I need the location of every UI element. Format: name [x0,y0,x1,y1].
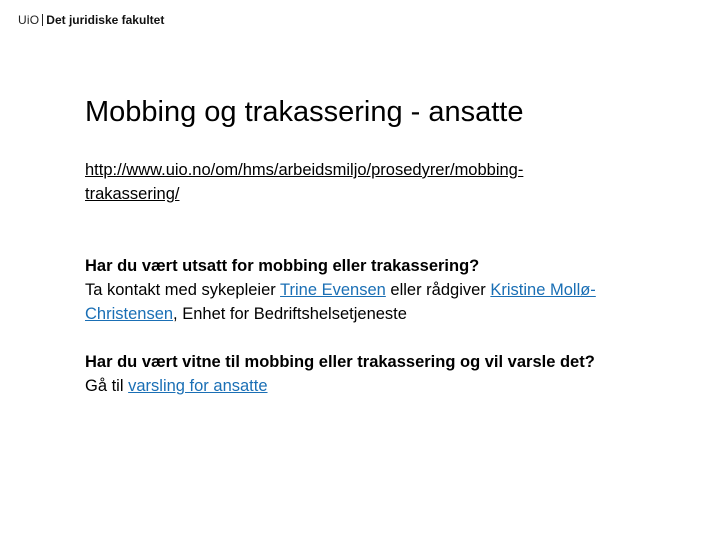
section-witness [85,350,685,398]
victim-text-middle: eller rådgiver [385,281,491,299]
section-victim [85,254,685,326]
victim-text-after: , Enhet for Bedriftshelsetjeneste [173,305,407,323]
url-paragraph [85,158,685,206]
victim-text-before: Ta kontakt med sykepleier [85,281,281,299]
contact-link-kristine-mollo-part2[interactable]: Christensen [85,305,174,323]
header [18,12,164,28]
contact-link-trine-evensen[interactable]: Trine Evensen [280,281,386,299]
logo-divider [42,14,43,26]
victim-question: Har du vært utsatt for mobbing eller trakassering? [85,257,480,275]
main-content [85,158,685,398]
faculty-name: Det juridiske fakultet [46,13,165,27]
page-title: Mobbing og trakassering - ansatte [85,96,524,128]
hms-url-link-line2[interactable]: trakassering/ [85,185,180,203]
witness-text-before: Gå til [85,377,129,395]
uio-logo[interactable]: UiO [18,13,40,27]
hms-url-link-line1[interactable]: http://www.uio.no/om/hms/arbeidsmiljo/prosedyrer/mobbing- [85,161,524,179]
witness-question: Har du vært vitne til mobbing eller trakassering og vil varsle det? [85,353,595,371]
whistleblowing-link[interactable]: varsling for ansatte [128,377,268,395]
contact-link-kristine-mollo-part1[interactable]: Kristine Mollø- [490,281,596,299]
